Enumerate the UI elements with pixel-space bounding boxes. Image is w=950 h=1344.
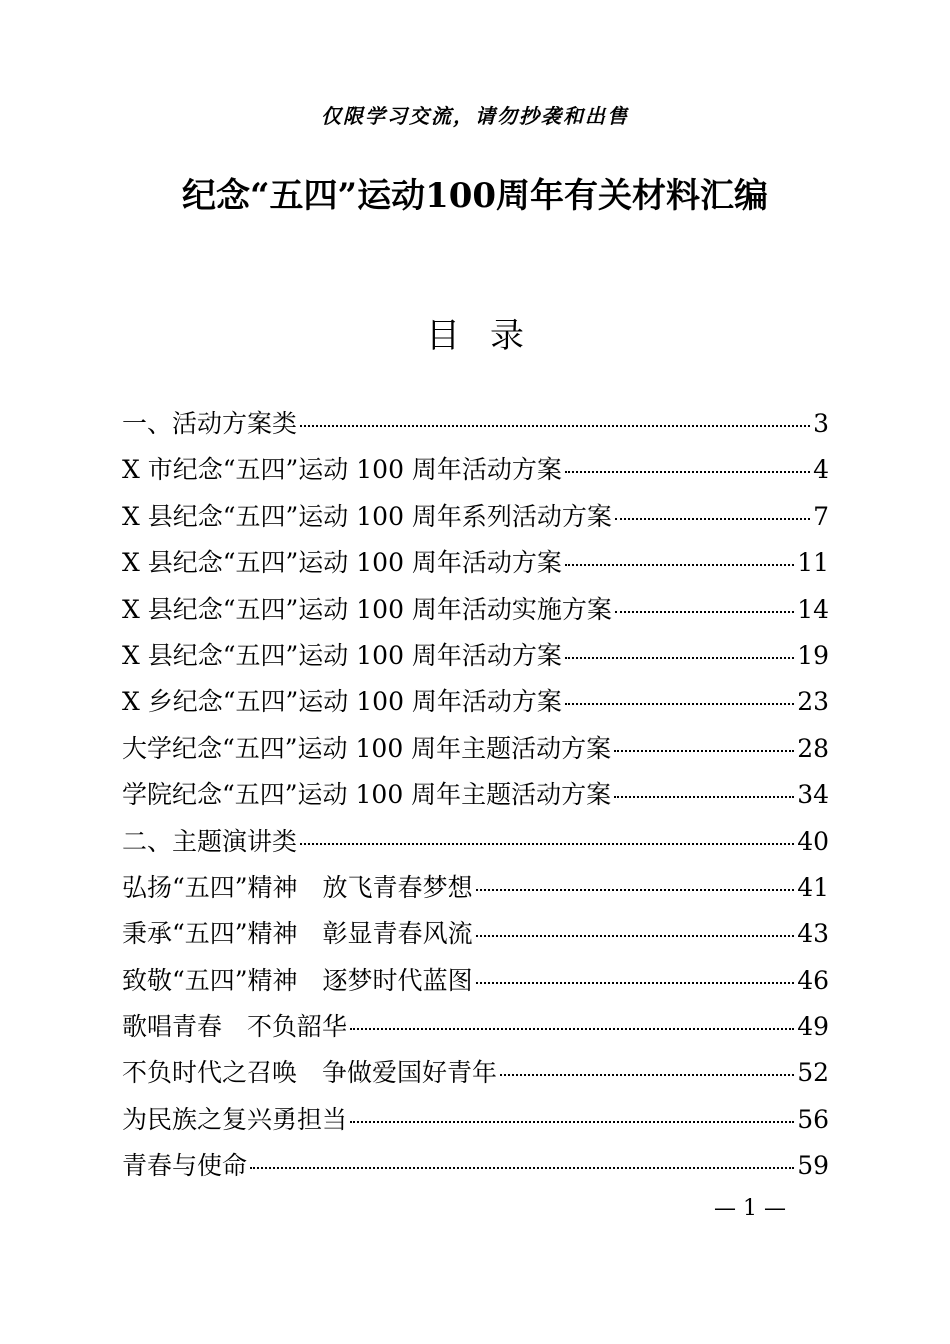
- toc-entry[interactable]: [122, 958, 829, 1004]
- toc-entry[interactable]: [122, 1050, 829, 1096]
- toc-entry[interactable]: [122, 401, 829, 447]
- toc-entry-title: 不负时代之召唤 争做爱国好青年: [122, 1058, 498, 1088]
- toc-entry-page: 41: [797, 872, 829, 902]
- toc-entry-page: 28: [797, 733, 829, 763]
- toc-entry-page: 46: [797, 965, 829, 995]
- toc-entry[interactable]: [122, 679, 829, 725]
- toc-entry-page: 19: [797, 640, 829, 670]
- toc-dot-leader: [476, 889, 795, 891]
- toc-entry-title: 青春与使命: [122, 1151, 248, 1181]
- toc-entry-title: 歌唱青春 不负韶华: [122, 1012, 348, 1042]
- toc-entry-page: 14: [797, 594, 829, 624]
- toc-heading: [0, 308, 950, 357]
- toc-entry-title: 弘扬“五四”精神 放飞青春梦想: [122, 872, 473, 902]
- toc-entry-title: X 市纪念“五四”运动 100 周年活动方案: [122, 455, 562, 485]
- toc-entry-title: X 县纪念“五四”运动 100 周年活动实施方案: [122, 594, 612, 624]
- toc-entry[interactable]: [122, 772, 829, 818]
- toc-entry-page: 23: [797, 687, 829, 717]
- toc-entry-page: 49: [797, 1012, 829, 1042]
- toc-entry[interactable]: [122, 494, 829, 540]
- toc-entry[interactable]: [122, 633, 829, 679]
- toc-entry-page: 4: [813, 455, 829, 485]
- table-of-contents: [122, 401, 829, 1190]
- toc-entry-page: 59: [797, 1151, 829, 1181]
- toc-dot-leader: [476, 982, 795, 984]
- toc-entry-title: X 县纪念“五四”运动 100 周年活动方案: [122, 640, 562, 670]
- toc-dot-leader: [615, 611, 794, 613]
- page-number: — 1 —: [714, 1196, 786, 1221]
- toc-entry-page: 56: [797, 1104, 829, 1134]
- toc-entry-title: 致敬“五四”精神 逐梦时代蓝图: [122, 965, 473, 995]
- toc-entry[interactable]: [122, 1004, 829, 1050]
- toc-dot-leader: [565, 471, 810, 473]
- toc-entry-title: X 乡纪念“五四”运动 100 周年活动方案: [122, 687, 562, 717]
- toc-dot-leader: [300, 843, 794, 845]
- toc-entry[interactable]: [122, 865, 829, 911]
- toc-entry-title: X 县纪念“五四”运动 100 周年活动方案: [122, 548, 562, 578]
- usage-notice: 仅限学习交流，请勿抄袭和出售: [321, 104, 629, 128]
- toc-entry-page: 43: [797, 919, 829, 949]
- toc-entry[interactable]: [122, 726, 829, 772]
- toc-entry[interactable]: [122, 1097, 829, 1143]
- toc-entry-title: 学院纪念“五四”运动 100 周年主题活动方案: [122, 780, 612, 810]
- toc-dot-leader: [615, 518, 810, 520]
- toc-dot-leader: [614, 750, 794, 752]
- toc-entry[interactable]: [122, 447, 829, 493]
- toc-dot-leader: [250, 1167, 794, 1169]
- toc-entry[interactable]: [122, 911, 829, 957]
- toc-dot-leader: [300, 425, 810, 427]
- toc-heading-text: 目录: [426, 316, 554, 356]
- toc-entry-page: 52: [797, 1058, 829, 1088]
- toc-entry-title: 二、主题演讲类: [122, 826, 298, 856]
- toc-dot-leader: [500, 1074, 794, 1076]
- toc-entry-page: 11: [797, 548, 829, 578]
- toc-entry-page: 3: [813, 409, 829, 438]
- toc-entry[interactable]: [122, 1143, 829, 1189]
- toc-dot-leader: [350, 1028, 794, 1030]
- toc-dot-leader: [565, 564, 794, 566]
- toc-entry-title: X 县纪念“五四”运动 100 周年系列活动方案: [122, 501, 612, 531]
- toc-entry-page: 40: [797, 826, 829, 856]
- toc-entry-page: 34: [797, 780, 829, 810]
- toc-entry[interactable]: [122, 587, 829, 633]
- toc-entry-page: 7: [813, 501, 829, 531]
- toc-entry-title: 大学纪念“五四”运动 100 周年主题活动方案: [122, 733, 612, 763]
- toc-entry-title: 为民族之复兴勇担当: [122, 1104, 348, 1134]
- toc-entry[interactable]: [122, 819, 829, 865]
- toc-entry-title: 一、活动方案类: [122, 409, 298, 438]
- toc-dot-leader: [614, 796, 794, 798]
- toc-dot-leader: [565, 657, 794, 659]
- document-title: 纪念“五四”运动100周年有关材料汇编: [181, 176, 769, 216]
- toc-entry[interactable]: [122, 540, 829, 586]
- toc-dot-leader: [565, 703, 794, 705]
- toc-entry-title: 秉承“五四”精神 彰显青春风流: [122, 919, 473, 949]
- toc-dot-leader: [350, 1121, 794, 1123]
- toc-dot-leader: [476, 935, 795, 937]
